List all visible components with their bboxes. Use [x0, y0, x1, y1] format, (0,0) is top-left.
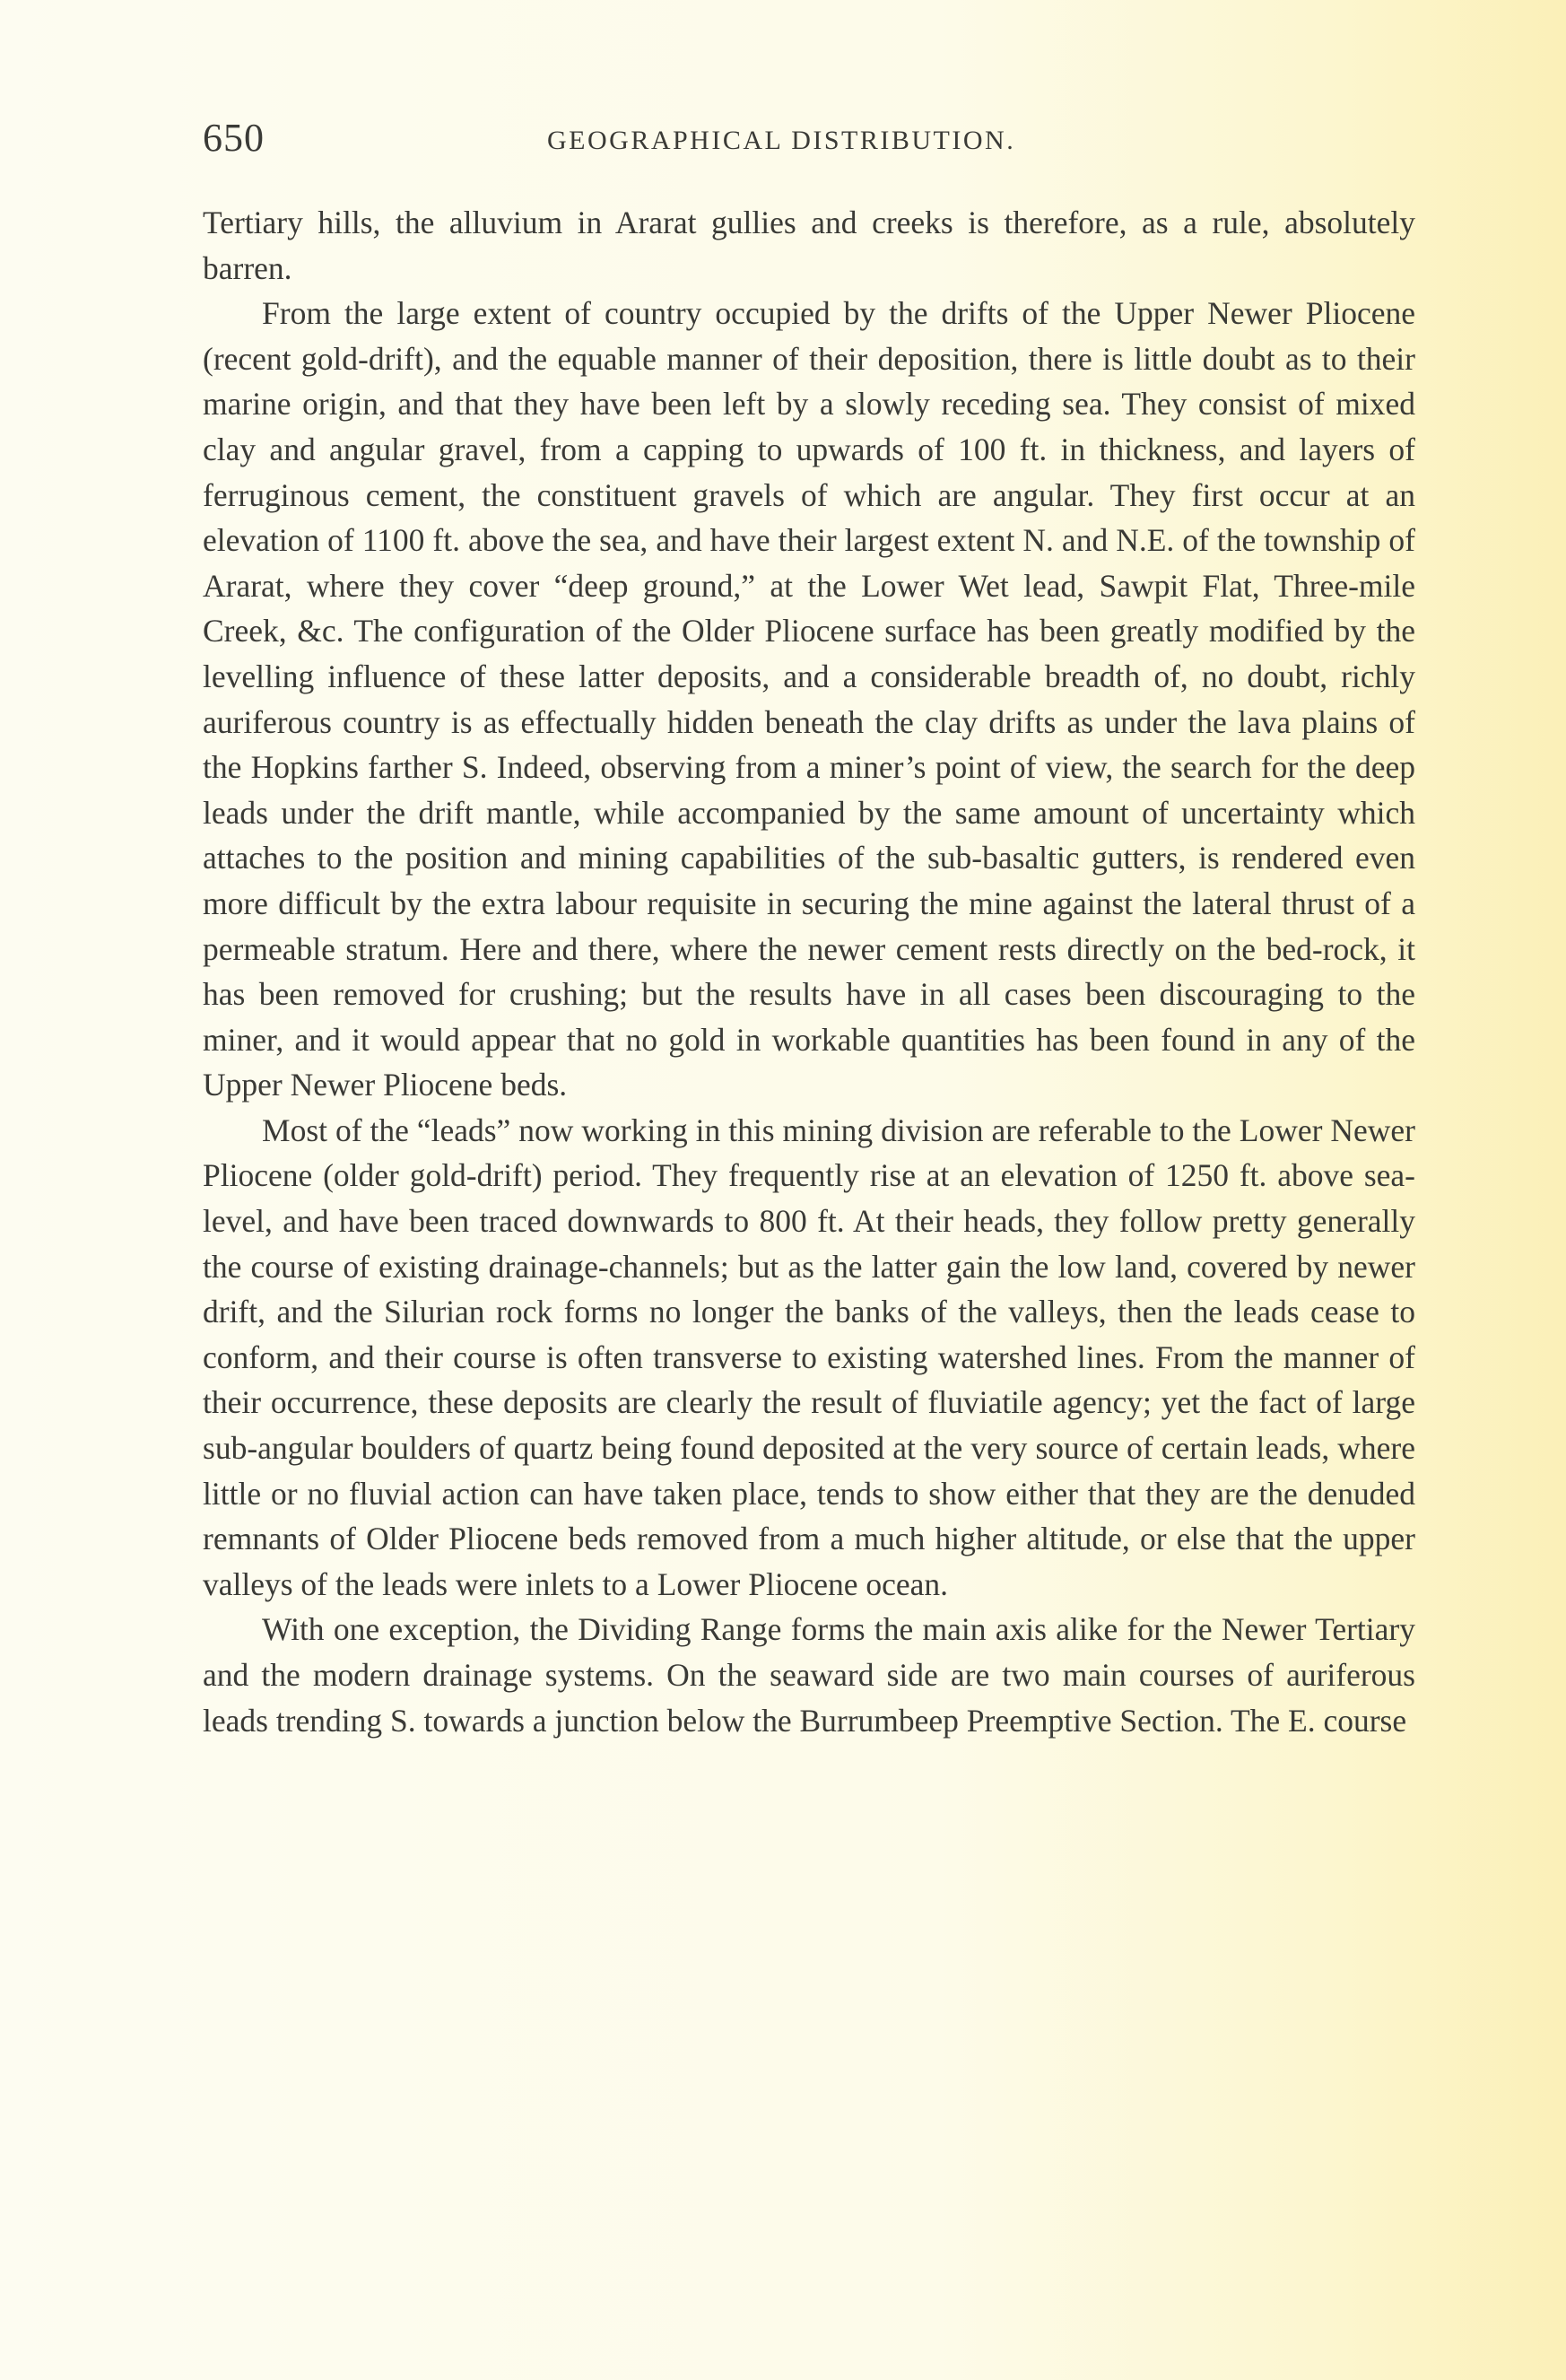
- paragraph-dividing-range: With one exception, the Dividing Range forms the main axis alike for the Newer Tertiary and the modern drainage systems. On the seaward side are two main courses of auriferous leads trending S. towards a junction below the Burrumbeep Preemptive Section. The E. course: [203, 1611, 1415, 1739]
- paragraph-lower-newer-pliocene: Most of the “leads” now working in this mining division are referable to the Lower Newer Pliocene (older gold-drift) period. They frequently rise at an elevation of 1250 ft. above sea-level, and have been traced downwards to 800 ft. At their heads, they follow pretty generally the course of existing drainage-channels; but as the latter gain the low land, covered by newer drift, and the Silurian rock forms no longer the banks of the valleys, then the leads cease to conform, and their course is often transverse to existing watershed lines. From the manner of their occurrence, these deposits are clearly the result of fluviatile agency; yet the fact of large sub-angular boulders of quartz being found deposited at the very source of certain leads, where little or no fluvial action can have taken place, tends to show either that they are the denuded remnants of Older Pliocene beds removed from a much higher altitude, or else that the upper valleys of the leads were inlets to a Lower Pliocene ocean.: [203, 1112, 1415, 1602]
- running-head: GEOGRAPHICAL DISTRIBUTION.: [547, 126, 1016, 155]
- page-number: 650: [203, 116, 265, 160]
- paragraph-upper-newer-pliocene: From the large extent of country occupied by the drifts of the Upper Newer Pliocene (recent gold-drift), and the equable manner of their deposition, there is little doubt as to their marine origin, and that they have been left by a slowly receding sea. They consist of mixed clay and angular gravel, from a capping to upwards of 100 ft. in thickness, and layers of ferruginous cement, the constituent gravels of which are angular. They first occur at an elevation of 1100 ft. above the sea, and have their largest extent N. and N.E. of the township of Ararat, where they cover “deep ground,” at the Lower Wet lead, Sawpit Flat, Three-mile Creek, &c. The configuration of the Older Pliocene surface has been greatly modified by the levelling influence of these latter deposits, and a considerable breadth of, no doubt, richly auriferous country is as effectually hidden beneath the clay drifts as under the lava plains of the Hopkins farther S. Indeed, observing from a miner’s point of view, the search for the deep leads under the drift mantle, while accompanied by the same amount of uncertainty which attaches to the position and mining capabilities of the sub-basaltic gutters, is rendered even more difficult by the extra labour requisite in securing the mine against the lateral thrust of a permeable stratum. Here and there, where the newer cement rests directly on the bed-rock, it has been removed for crushing; but the results have in all cases been discouraging to the miner, and it would appear that no gold in workable quantities has been found in any of the Upper Newer Pliocene beds.: [203, 295, 1415, 1103]
- page-header: [203, 115, 1425, 169]
- body-text: [203, 200, 1415, 1743]
- paragraph-continued: Tertiary hills, the alluvium in Ararat gullies and creeks is therefore, as a rule, absolutely barren.: [203, 205, 1415, 286]
